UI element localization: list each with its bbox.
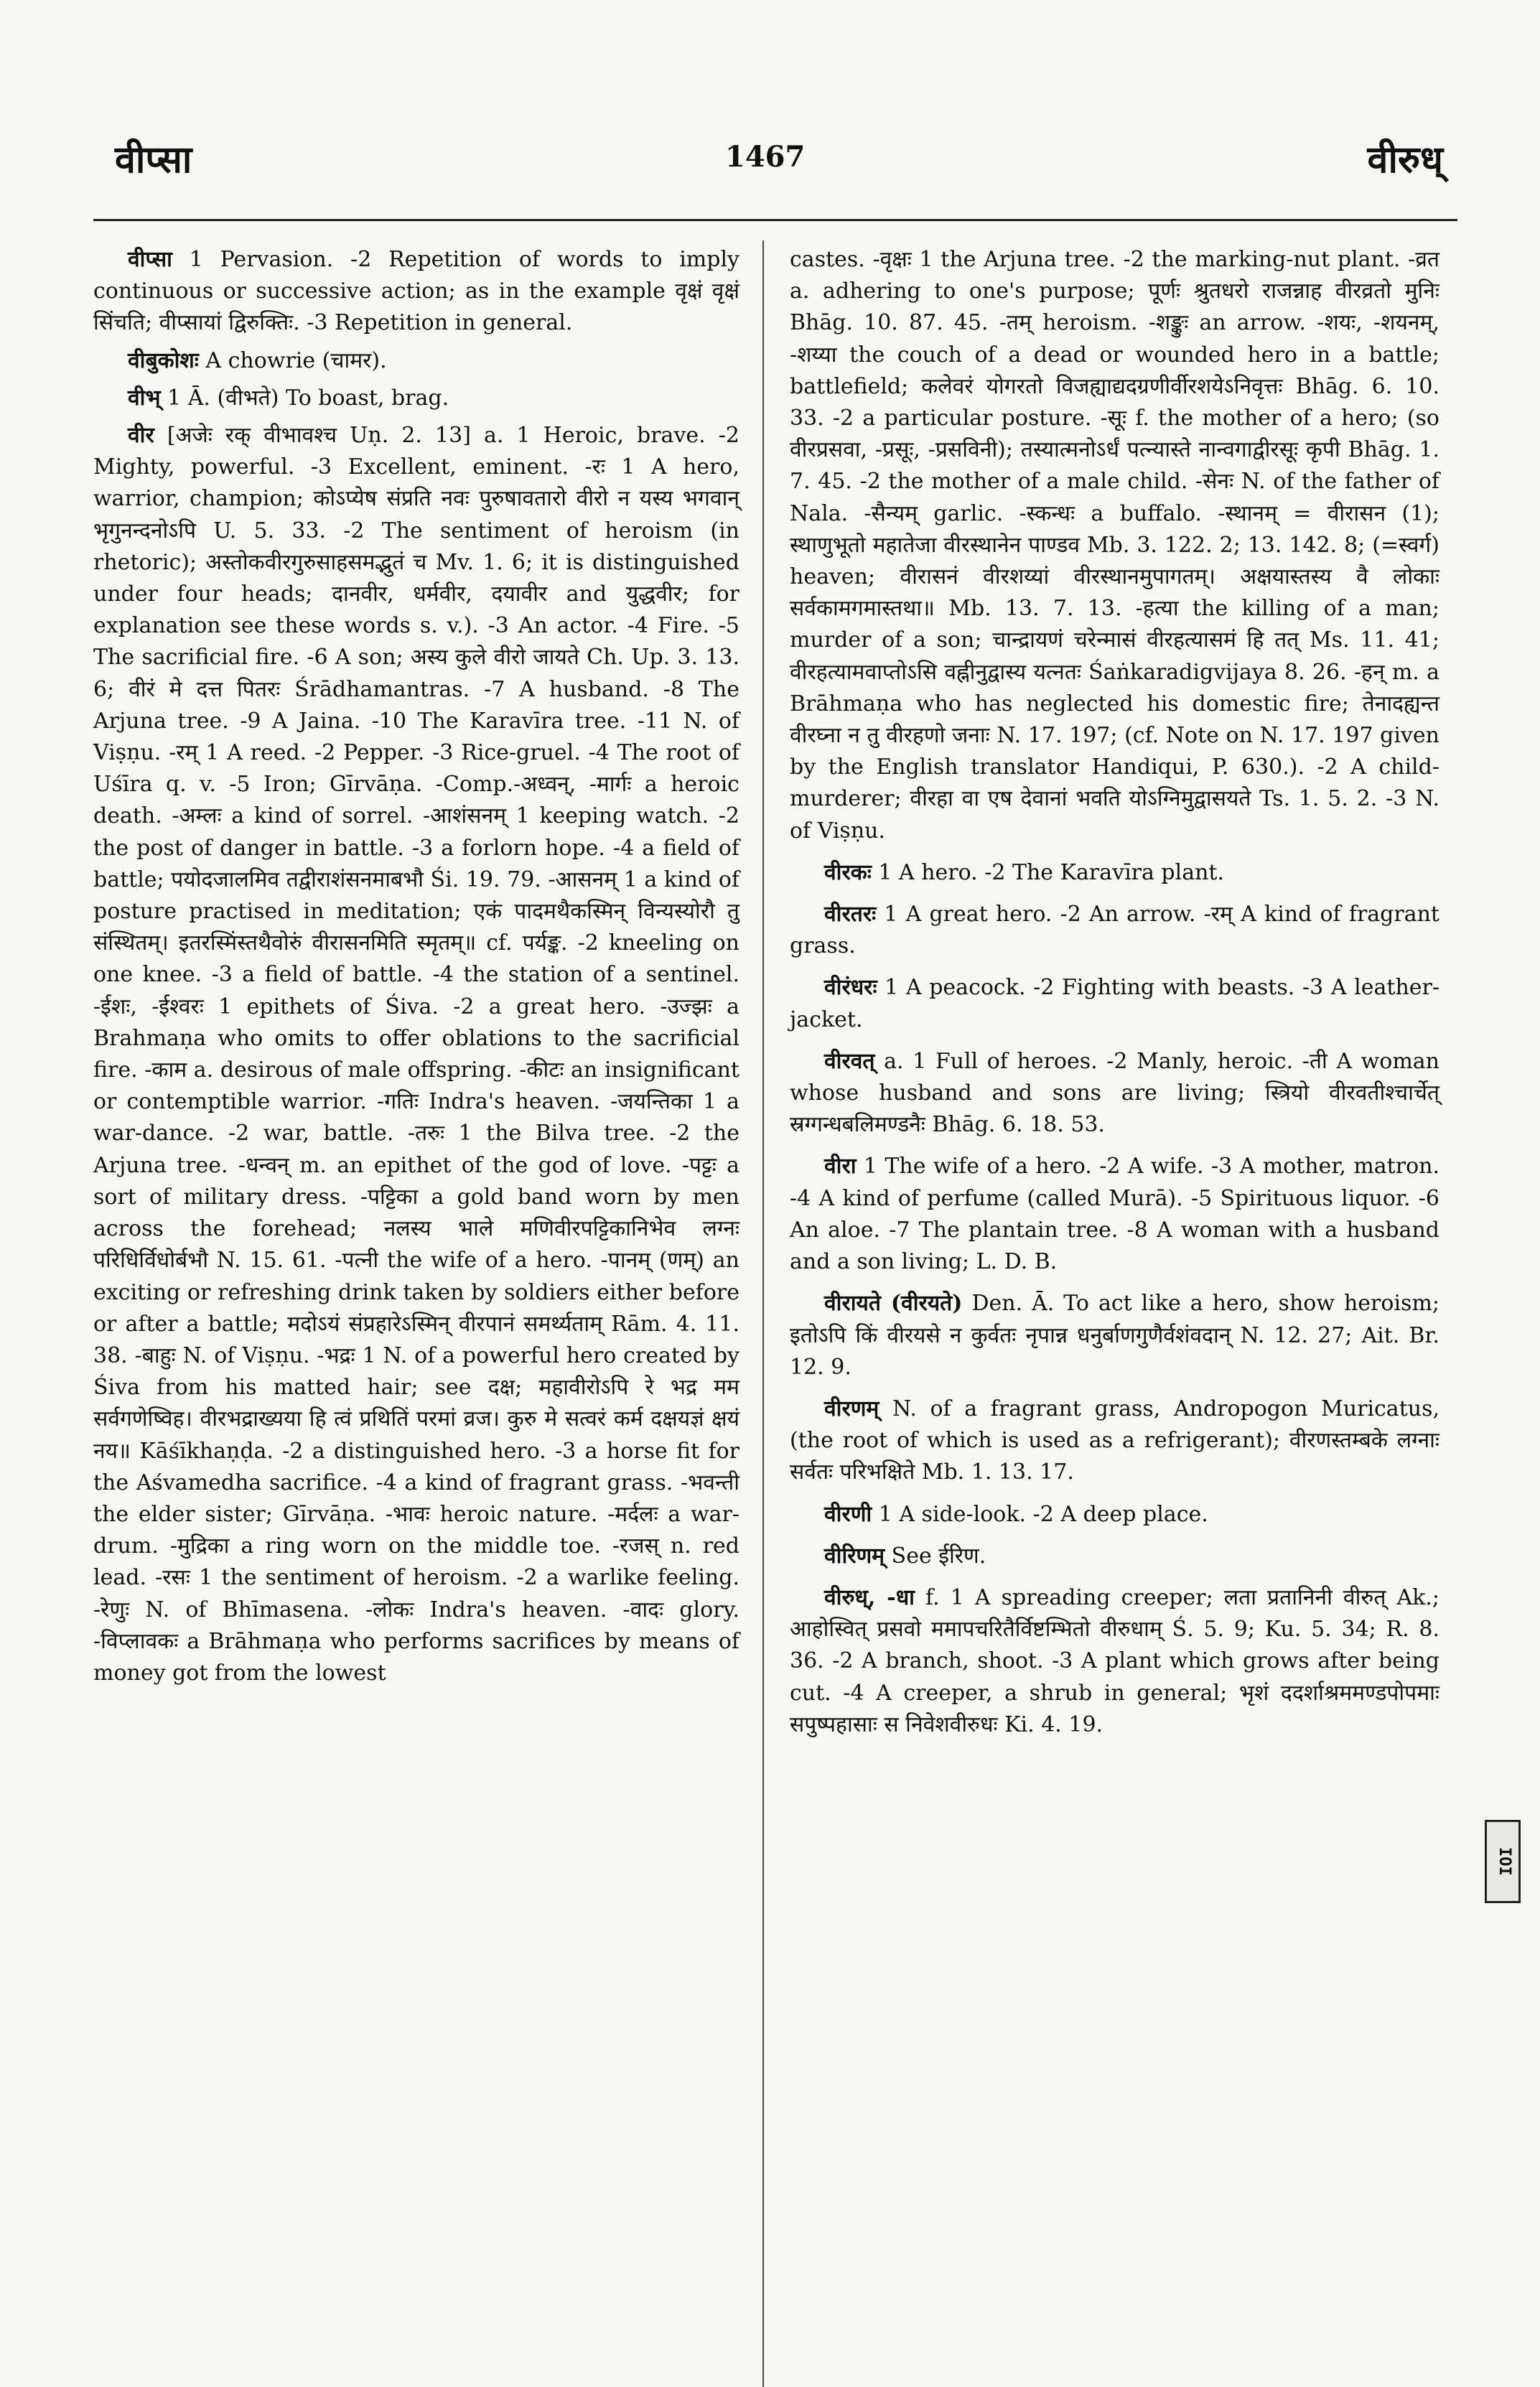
- dictionary-entry: [93, 420, 739, 1689]
- entry-text: castes. -वृक्षः 1 the Arjuna tree. -2 the marking-nut plant. -व्रत a. adhering to one's purpose; पूर्णः श्रुतधरो राजन्नाह वीरव्रतो मुनिः Bhāg. 10. 87. 45. -तम् heroism. -शङ्कुः an arrow. -शयः, -शयनम्, -शय्या the couch of a dead or wounded hero in a battle; battlefield; कलेवरं योगरतो विजह्याद्यदग्रणीर्वीरशयेऽनिवृत्तः Bhāg. 6. 10. 33. -2 a particular posture. -सूः f. the mother of a hero; (so वीरप्रसवा, -प्रसूः, -प्रसविनी); तस्यात्मनोऽर्धं पत्न्यास्ते नान्वगाद्वीरसूः कृपी Bhāg. 1. 7. 45. -2 the mother of a male child. -सेनः N. of the father of Nala. -सैन्यम् garlic. -स्कन्धः a buffalo. -स्थानम् = वीरासन (1); स्थाणुभूतो महातेजा वीरस्थानेन पाण्डव Mb. 3. 122. 2; 13. 142. 8; (=स्वर्ग) heaven; वीरासनं वीरशय्यां वीरस्थानमुपागतम्। अक्षयास्तस्य वै लोकाः सर्वकामगमास्तथा॥ Mb. 13. 7. 13. -हत्या the killing of a man; murder of a son; चान्द्रायणं चरेन्मासं वीरहत्यासमं हि तत् Ms. 11. 41; वीरहत्यामवाप्तोऽसि वह्नीनुद्वास्य यत्नतः Śaṅkaradigvijaya 8. 26. -हन् m. a Brāhmaṇa who has neglected his domestic fire; तेनादह्यन्त वीरघ्ना न तु वीरहणो जनाः N. 17. 197; (cf. Note on N. 17. 197 given by the English translator Handiqui, P. 630.). -2 A child-murderer; वीरहा वा एष देवानां भवति योऽग्निमुद्वासयते Ts. 1. 5. 2. -3 N. of Viṣṇu.: [790, 247, 1439, 844]
- dictionary-entry: [790, 857, 1439, 889]
- dictionary-entry: [93, 244, 739, 340]
- entry-text: 1 A peacock. -2 Fighting with beasts. -3 A leather-jacket.: [790, 975, 1439, 1032]
- dictionary-entry: [790, 1499, 1439, 1531]
- dictionary-entry: [790, 1541, 1439, 1572]
- headword: वीर: [128, 423, 154, 449]
- headword: वीरुध्, -धा: [824, 1584, 915, 1610]
- entry-text: 1 A hero. -2 The Karavīra plant.: [871, 859, 1225, 885]
- headword: वीरणम्: [824, 1396, 879, 1421]
- margin-mark: IOI: [1485, 1820, 1521, 1903]
- column-divider: [762, 240, 764, 2387]
- running-head-left: वीप्सा: [115, 138, 192, 182]
- headword: वीरतरः: [824, 902, 877, 928]
- entry-text: f. 1 A spreading creeper; लता प्रतानिनी वीरुत् Ak.; आहोस्वित् प्रसवो ममापचरितैर्विष्टम्भितो वीरुधाम् Ś. 5. 9; Ku. 5. 34; R. 8. 36. -2 A branch, shoot. -3 A plant which grows after being cut. -4 A creeper, a shrub in general; भृशं ददर्शाश्रममण्डपोपमाः सपुष्पहासाः स निवेशवीरुधः Ki. 4. 19.: [790, 1584, 1439, 1737]
- headword: वीरकः: [824, 859, 872, 885]
- entry-text: Den. Ā. To act like a hero, show heroism; इतोऽपि किं वीरयसे न कुर्वतः नृपान्न धनुर्बाणगुणैर्वशंवदान् N. 12. 27; Ait. Br. 12. 9.: [790, 1291, 1440, 1380]
- entry-text: 1 The wife of a hero. -2 A wife. -3 A mother, matron. -4 A kind of perfume (called Murā). -5 Spirituous liquor. -6 An aloe. -7 The plantain tree. -8 A woman with a husband and a son living; L. D. B.: [790, 1154, 1439, 1275]
- headword: वीरिणम्: [824, 1543, 885, 1569]
- headword: वीबुकोशः: [128, 347, 199, 373]
- dictionary-entry: [790, 1046, 1439, 1141]
- headword: वीरंधरः: [824, 975, 877, 1001]
- headword: वीप्सा: [128, 247, 172, 272]
- headword: वीरवत्: [824, 1048, 875, 1074]
- headword: वीरा: [824, 1154, 857, 1180]
- header-rule: [93, 219, 1457, 221]
- entry-text: A chowrie (चामर).: [198, 347, 387, 373]
- dictionary-entry: [93, 345, 739, 377]
- dictionary-entry: [790, 1151, 1439, 1278]
- entry-text: 1 A side-look. -2 A deep place.: [872, 1501, 1208, 1527]
- headword: वीरायते (वीरयते): [824, 1291, 963, 1317]
- running-head-right: वीरुध्: [1367, 138, 1443, 182]
- dictionary-entry: [790, 972, 1439, 1035]
- dictionary-entry: [93, 383, 739, 414]
- page-number: 1467: [725, 140, 806, 174]
- entry-text: See ईरिण.: [885, 1543, 986, 1569]
- entry-text: a. 1 Full of heroes. -2 Manly, heroic. -ती A woman whose husband and sons are living; स्त्रियो वीरवतीश्चार्चेत् स्रग्गन्धबलिमण्डनैः Bhāg. 6. 18. 53.: [790, 1048, 1439, 1138]
- entry-text: 1 Pervasion. -2 Repetition of words to imply continuous or successive action; as in the example वृक्षं वृक्षं सिंचति; वीप्सायां द्विरुक्तिः. -3 Repetition in general.: [93, 247, 739, 336]
- dictionary-entry: [790, 899, 1439, 962]
- dictionary-entry: [790, 1393, 1439, 1489]
- right-column: [790, 244, 1439, 1751]
- dictionary-entry-continued: [790, 244, 1439, 847]
- headword: वीभ्: [128, 385, 161, 411]
- headword: वीरणी: [824, 1501, 872, 1527]
- left-column: [93, 244, 739, 1695]
- entry-text: N. of a fragrant grass, Andropogon Muricatus, (the root of which is used as a refrigerant); वीरणस्तम्बके लग्नाः सर्वतः परिभक्षिते Mb. 1. 13. 17.: [790, 1396, 1439, 1485]
- dictionary-entry: [790, 1288, 1439, 1383]
- dictionary-entry: [790, 1582, 1439, 1741]
- entry-text: [अजेः रक् वीभावश्च Uṇ. 2. 13] a. 1 Heroic, brave. -2 Mighty, powerful. -3 Excellent, eminent. -रः 1 A hero, warrior, champion; कोऽप्येष संप्रति नवः पुरुषावतारो वीरो न यस्य भगवान् भृगुनन्दनोऽपि U. 5. 33. -2 The sentiment of heroism (in rhetoric); अस्तोकवीरगुरुसाहसमद्भुतं च Mv. 1. 6; it is distinguished under four heads; दानवीर, धर्मवीर, दयावीर and युद्धवीर; for explanation see these words s. v.). -3 An actor. -4 Fire. -5 The sacrificial fire. -6 A son; अस्य कुले वीरो जायते Ch. Up. 3. 13. 6; वीरं मे दत्त पितरः Śrādhamantras. -7 A husband. -8 The Arjuna tree. -9 A Jaina. -10 The Karavīra tree. -11 N. of Viṣṇu. -रम् 1 A reed. -2 Pepper. -3 Rice-gruel. -4 The root of Uśīra q. v. -5 Iron; Gīrvāṇa. -Comp.-अध्वन्, -मार्गः a heroic death. -अम्लः a kind of sorrel. -आशंसनम् 1 keeping watch. -2 the post of danger in battle. -3 a forlorn hope. -4 a field of battle; पयोदजालमिव तद्वीराशंसनमाबभौ Śi. 19. 79. -आसनम् 1 a kind of posture practised in meditation; एकं पादमथैकस्मिन् विन्यस्योरौ तु संस्थितम्। इतरस्मिंस्तथैवोरुं वीरासनमिति स्मृतम्॥ cf. पर्यङ्क. -2 kneeling on one knee. -3 a field of battle. -4 the station of a sentinel. -ईशः, -ईश्वरः 1 epithets of Śiva. -2 a great hero. -उज्झः a Brahmaṇa who omits to offer oblations to the sacrificial fire. -काम a. desirous of male offspring. -कीटः an insignificant or contemptible warrior. -गतिः Indra's heaven. -जयन्तिका 1 a war-dance. -2 war, battle. -तरुः 1 the Bilva tree. -2 the Arjuna tree. -धन्वन् m. an epithet of the god of love. -पट्टः a sort of military dress. -पट्टिका a gold band worn by men across the forehead; नलस्य भाले मणिवीरपट्टिकानिभेव लग्नः परिधिर्विधोर्बभौ N. 15. 61. -पत्नी the wife of a hero. -पानम् (णम्) an exciting or refreshing drink taken by soldiers either before or after a battle; मदोऽयं संप्रहारेऽस्मिन् वीरपानं समर्थ्यताम् Rām. 4. 11. 38. -बाहुः N. of Viṣṇu. -भद्रः 1 N. of a powerful hero created by Śiva from his matted hair; see दक्ष; महावीरोऽपि रे भद्र मम सर्वगणेष्विह। वीरभद्राख्यया हि त्वं प्रथितिं परमां व्रज। कुरु मे सत्वरं कर्म दक्षयज्ञं क्षयं नय॥ Kāśīkhaṇḍa. -2 a distinguished hero. -3 a horse fit for the Aśvamedha sacrifice. -4 a kind of fragrant grass. -भवन्ती the elder sister; Gīrvāṇa. -भावः heroic nature. -मर्दलः a war-drum. -मुद्रिका a ring worn on the middle toe. -रजस् n. red lead. -रसः 1 the sentiment of heroism. -2 a warlike feeling. -रेणुः N. of Bhīmasena. -लोकः Indra's heaven. -वादः glory. -विप्लावकः a Brāhmaṇa who performs sacrifices by means of money got from the lowest: [93, 423, 739, 1686]
- entry-text: 1 Ā. (वीभते) To boast, brag.: [160, 385, 449, 411]
- entry-text: 1 A great hero. -2 An arrow. -रम् A kind of fragrant grass.: [790, 902, 1439, 959]
